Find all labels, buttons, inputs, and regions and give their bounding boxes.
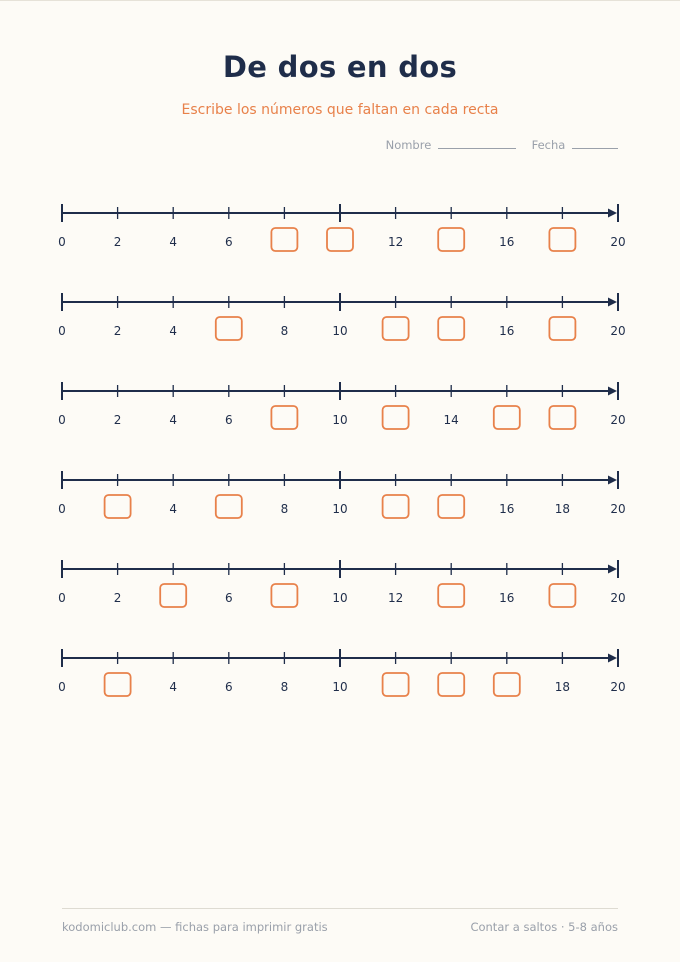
number-line [58, 204, 625, 251]
arrow-head [608, 476, 617, 485]
answer-box[interactable] [549, 406, 575, 429]
tick-label: 12 [387, 235, 404, 249]
tick-label: 10 [332, 680, 348, 694]
answer-box[interactable] [216, 495, 242, 518]
number-line [58, 560, 625, 607]
answer-box[interactable] [327, 228, 353, 251]
tick-label: 14 [443, 413, 459, 427]
tick-label: 10 [332, 324, 348, 338]
tick-label: 2 [113, 591, 122, 605]
tick-label: 20 [610, 591, 626, 605]
answer-box[interactable] [494, 673, 520, 696]
tick-label: 16 [499, 235, 515, 249]
number-line [58, 293, 625, 340]
tick-label: 10 [332, 413, 348, 427]
answer-box[interactable] [383, 406, 409, 429]
tick-label: 10 [332, 502, 348, 516]
tick-label: 0 [58, 591, 66, 605]
tick-label: 16 [499, 591, 515, 605]
page-subtitle: Escribe los números que faltan en cada recta [181, 102, 499, 118]
tick-label: 20 [610, 413, 626, 427]
page-title: De dos en dos [222, 50, 458, 84]
answer-box[interactable] [383, 495, 409, 518]
answer-box[interactable] [105, 673, 131, 696]
footer-topic: Contar a saltos · 5-8 años [470, 920, 618, 934]
arrow-head [608, 387, 617, 396]
tick-label: 18 [554, 680, 571, 694]
answer-box[interactable] [271, 406, 297, 429]
answer-box[interactable] [271, 584, 297, 607]
tick-label: 16 [499, 502, 515, 516]
tick-label: 16 [499, 324, 515, 338]
tick-label: 6 [224, 591, 233, 605]
answer-box[interactable] [105, 495, 131, 518]
answer-box[interactable] [216, 317, 242, 340]
tick-label: 20 [610, 324, 626, 338]
tick-label: 12 [387, 591, 404, 605]
tick-label: 0 [58, 413, 66, 427]
tick-label: 20 [610, 235, 626, 249]
arrow-head [608, 565, 617, 574]
answer-box[interactable] [383, 673, 409, 696]
answer-box[interactable] [549, 317, 575, 340]
tick-label: 2 [113, 413, 122, 427]
tick-label: 4 [169, 502, 178, 516]
tick-label: 2 [113, 324, 122, 338]
footer-divider [62, 908, 618, 909]
tick-label: 8 [280, 324, 289, 338]
tick-label: 20 [610, 502, 626, 516]
date-label: Fecha [531, 138, 566, 152]
tick-label: 0 [58, 502, 66, 516]
tick-label: 18 [554, 502, 571, 516]
arrow-head [608, 654, 617, 663]
tick-label: 2 [113, 235, 122, 249]
tick-label: 4 [169, 680, 178, 694]
answer-box[interactable] [383, 317, 409, 340]
answer-box[interactable] [160, 584, 186, 607]
tick-label: 6 [224, 680, 233, 694]
tick-label: 6 [224, 235, 233, 249]
number-line [58, 471, 625, 518]
tick-label: 20 [610, 680, 626, 694]
answer-box[interactable] [271, 228, 297, 251]
tick-label: 10 [332, 591, 348, 605]
answer-box[interactable] [438, 584, 464, 607]
answer-box[interactable] [549, 584, 575, 607]
tick-label: 4 [169, 324, 178, 338]
tick-label: 0 [58, 680, 66, 694]
number-line [58, 649, 625, 696]
answer-box[interactable] [438, 495, 464, 518]
arrow-head [608, 298, 617, 307]
answer-box[interactable] [438, 673, 464, 696]
answer-box[interactable] [549, 228, 575, 251]
answer-box[interactable] [438, 228, 464, 251]
tick-label: 8 [280, 502, 289, 516]
answer-box[interactable] [438, 317, 464, 340]
tick-label: 0 [58, 235, 66, 249]
tick-label: 6 [224, 413, 233, 427]
tick-label: 4 [169, 235, 178, 249]
footer-credit: kodomiclub.com — fichas para imprimir gratis [62, 920, 328, 934]
tick-label: 4 [169, 413, 178, 427]
arrow-head [608, 209, 617, 218]
tick-label: 0 [58, 324, 66, 338]
number-line [58, 382, 625, 429]
tick-label: 8 [280, 680, 289, 694]
answer-box[interactable] [494, 406, 520, 429]
name-label: Nombre [385, 138, 432, 152]
